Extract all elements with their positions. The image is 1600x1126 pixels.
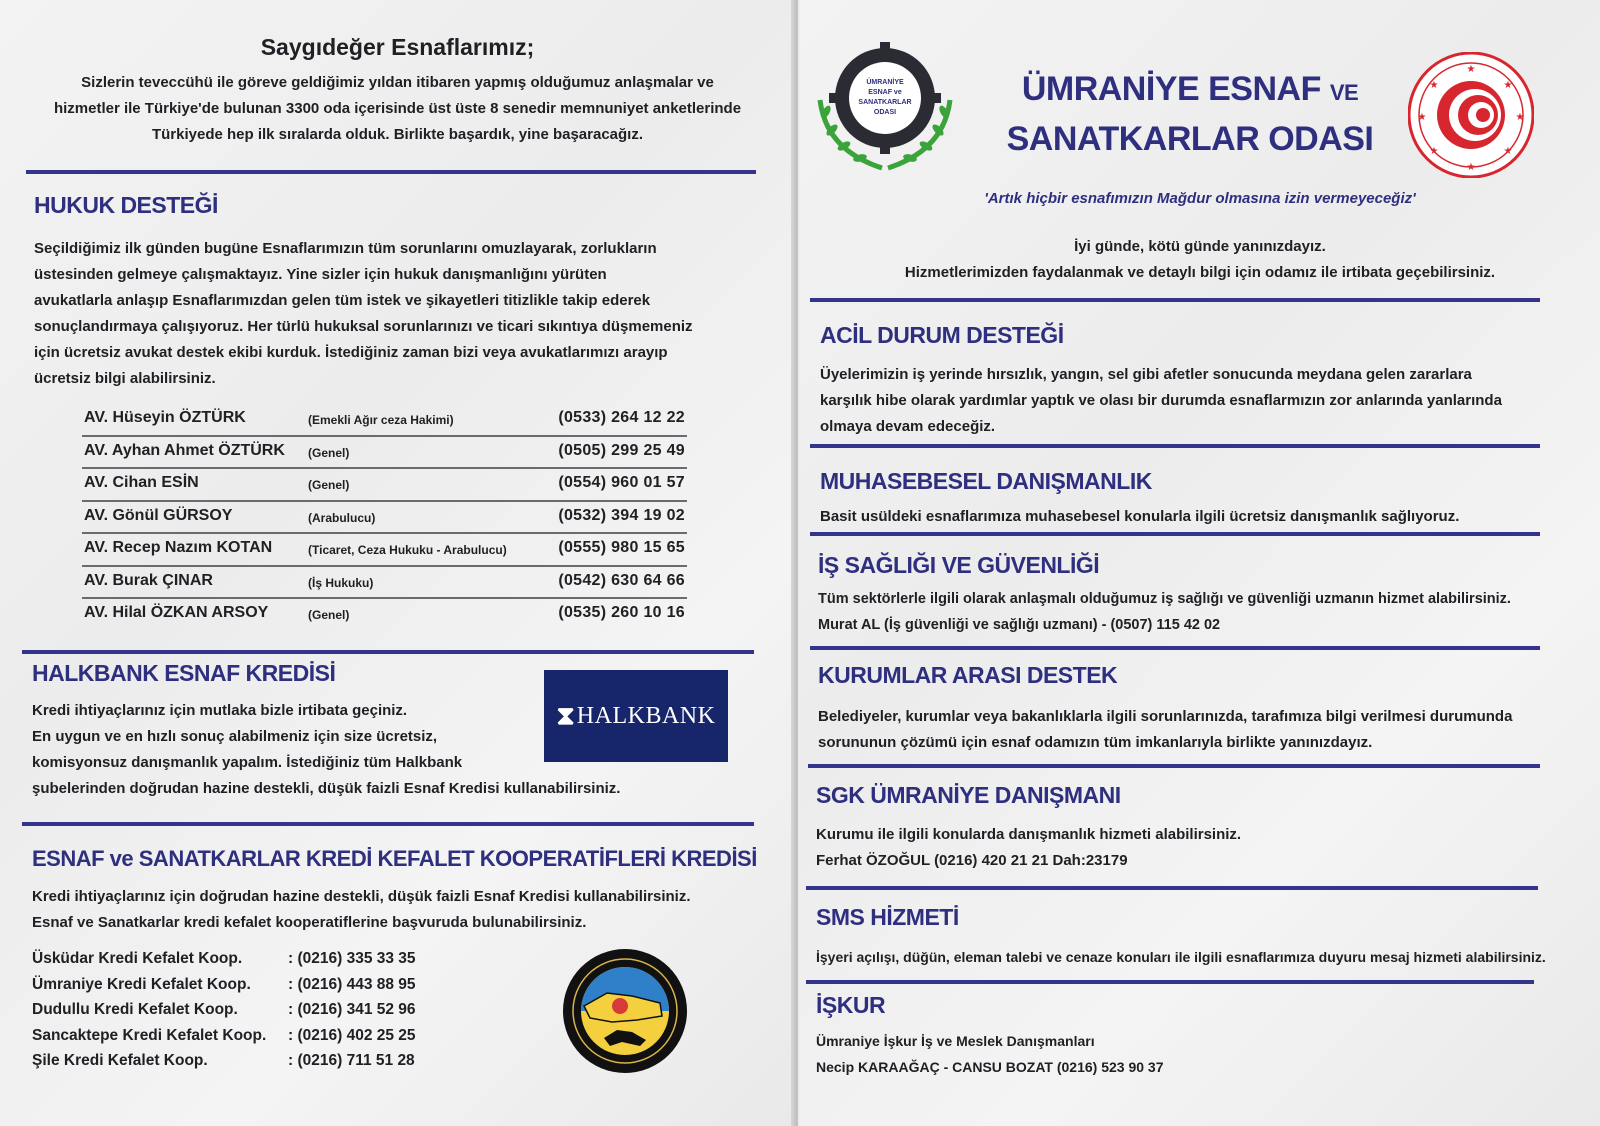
- divider: [808, 764, 1540, 768]
- svg-text:★: ★: [1503, 80, 1513, 91]
- halkbank-line: En uygun ve en hızlı sonuç alabilmeniz için size ücretsiz,: [32, 728, 438, 745]
- legal-line: üstesinden gelmeye çalışmaktayız. Yine sizler için hukuk danışmanlığını yürüten: [34, 266, 607, 283]
- lawyer-phone: (0532) 394 19 02: [558, 506, 685, 524]
- greeting-title: Saygıdeğer Esnaflarımız;: [260, 34, 535, 60]
- lawyer-name: AV. Recep Nazım KOTAN: [84, 539, 273, 556]
- ministry-crescent-seal-icon: [1408, 52, 1534, 178]
- coop-phone: : (0216) 402 25 25: [288, 1026, 416, 1044]
- lawyer-role: (Arabulucu): [308, 510, 376, 525]
- divider: [26, 170, 756, 174]
- chamber-title: [1000, 66, 1380, 162]
- coop-name: Şile Kredi Kefalet Koop.: [32, 1052, 208, 1069]
- sgk-title: SGK ÜMRANİYE DANIŞMANI: [816, 782, 1121, 808]
- coop-line: Kredi ihtiyaçlarınız için doğrudan hazine destekli, düşük faizli Esnaf Kredisi kullanabilirsiniz.: [32, 888, 691, 905]
- iskur-text: [816, 1028, 1532, 1080]
- left-page: [0, 0, 795, 1126]
- lawyer-role: (İş Hukuku): [308, 575, 374, 590]
- svg-text:★: ★: [1417, 112, 1427, 123]
- emergency-line: Üyelerimizin iş yerinde hırsızlık, yangın, sel gibi afetler sonucunda meydana gelen zararlara: [820, 366, 1472, 383]
- coop-text: [32, 884, 752, 936]
- iskur-title: İŞKUR: [816, 992, 886, 1018]
- halkbank-mark-icon: ⧗: [556, 700, 572, 730]
- greeting-line: Sizlerin teveccühü ile göreve geldiğimiz yıldan itibaren yapmış olduğumuz anlaşmalar ve: [81, 74, 714, 91]
- coop-row: [32, 1052, 452, 1078]
- coop-phone: : (0216) 341 52 96: [288, 1001, 416, 1018]
- svg-text:★: ★: [1429, 146, 1439, 157]
- divider: [810, 532, 1540, 536]
- legal-line: Seçildiğimiz ilk günden bugüne Esnaflarımızın tüm sorunlarını omuzlayarak, zorlukların: [34, 240, 657, 257]
- divider: [806, 980, 1534, 984]
- sgk-line: Kurumu ile ilgili konularda danışmanlık hizmeti alabilirsiniz.: [816, 826, 1242, 843]
- divider: [810, 298, 1540, 302]
- coop-list: [32, 950, 452, 1078]
- coop-title: ESNAF ve SANATKARLAR KREDİ KEFALET KOOPERATİFLERİ KREDİSİ: [32, 846, 757, 871]
- greeting-line: Türkiyede hep ilk sıralarda olduk. Birlikte başardık, yine başaracağız.: [151, 126, 644, 143]
- lawyer-phone: (0542) 630 64 66: [558, 571, 685, 589]
- accounting-title: MUHASEBESEL DANIŞMANLIK: [820, 468, 1152, 494]
- coop-row: [32, 976, 452, 1002]
- legal-line: sonuçlandırmaya çalışıyoruz. Her türlü hukuksal sorunlarınızı ve ticari sıkıntıya düşmemeniz: [34, 318, 693, 335]
- greeting-text: [0, 70, 795, 148]
- lawyer-row: [82, 469, 687, 502]
- divider: [22, 822, 754, 826]
- halkbank-title: HALKBANK ESNAF KREDİSİ: [32, 660, 336, 686]
- emergency-line: olmaya devam edeceğiz.: [820, 418, 996, 435]
- chamber-title-line1: [1000, 66, 1380, 116]
- svg-text:★: ★: [1515, 112, 1525, 123]
- sms-text: [816, 944, 1546, 970]
- coop-phone: : (0216) 443 88 95: [288, 975, 416, 993]
- lawyer-name: AV. Hüseyin ÖZTÜRK: [84, 409, 246, 426]
- org-logo-text: SANATKARLAR: [858, 99, 912, 106]
- lawyer-name: AV. Hilal ÖZKAN ARSOY: [84, 604, 269, 621]
- iskur-line: Necip KARAAĞAÇ - CANSU BOZAT (0216) 523 90 37: [816, 1059, 1164, 1075]
- halkbank-logo: [544, 670, 728, 762]
- coop-row: [32, 1001, 452, 1027]
- safety-line: Murat AL (İş güvenliği ve sağlığı uzmanı) - (0507) 115 42 02: [818, 617, 1221, 633]
- lawyer-row: [82, 599, 687, 632]
- lawyer-row: [82, 404, 687, 437]
- safety-text: [818, 586, 1534, 638]
- svg-text:★: ★: [1466, 162, 1476, 173]
- accounting-text: [820, 504, 1530, 530]
- cooperative-handshake-seal-icon: [562, 948, 688, 1074]
- lawyer-role: (Ticaret, Ceza Hukuku - Arabulucu): [308, 543, 507, 557]
- lawyer-role: (Genel): [308, 445, 350, 460]
- divider: [22, 650, 754, 654]
- institutions-text: [818, 704, 1534, 756]
- chamber-title-text: ÜMRANİYE ESNAF: [1021, 70, 1321, 108]
- lawyer-row: [82, 502, 687, 535]
- lawyer-name: AV. Cihan ESİN: [84, 474, 199, 491]
- org-logo-text: ODASI: [873, 109, 897, 116]
- coop-name: Üsküdar Kredi Kefalet Koop.: [32, 950, 243, 967]
- legal-line: için ücretsiz avukat destek ekibi kurduk. İstediğiniz zaman bizi veya avukatlarımızı arayıp: [34, 344, 668, 361]
- lawyer-row: [82, 567, 687, 600]
- lawyer-row: [82, 534, 687, 567]
- lawyer-phone: (0505) 299 25 49: [558, 441, 685, 459]
- lawyer-row: [82, 437, 687, 470]
- chamber-title-line2: SANATKARLAR ODASI: [1006, 120, 1374, 158]
- emergency-text: [820, 362, 1530, 440]
- safety-title: İŞ SAĞLIĞI VE GÜVENLİĞİ: [818, 552, 1100, 578]
- legal-line: ücretsiz bilgi alabilirsiniz.: [34, 370, 216, 387]
- halkbank-line: Kredi ihtiyaçlarınız için mutlaka bizle irtibata geçiniz.: [32, 702, 408, 719]
- institutions-title: KURUMLAR ARASI DESTEK: [818, 662, 1118, 688]
- emergency-title: ACİL DURUM DESTEĞİ: [820, 322, 1064, 348]
- sms-title: SMS HİZMETİ: [816, 904, 959, 930]
- org-logo-text: ÜMRANİYE: [866, 79, 904, 86]
- sgk-line: Ferhat ÖZOĞUL (0216) 420 21 21 Dah:23179: [816, 852, 1128, 869]
- lawyer-phone: (0555) 980 15 65: [558, 539, 685, 556]
- lawyer-phone: (0535) 260 10 16: [558, 604, 685, 621]
- halkbank-logo-text: HALKBANK: [576, 702, 716, 729]
- accounting-line: Basit usüldeki esnaflarımıza muhasebesel konularla ilgili ücretsiz danışmanlık sağlıyoruz.: [820, 508, 1460, 525]
- divider: [810, 646, 1540, 650]
- coop-name: Dudullu Kredi Kefalet Koop.: [32, 1001, 238, 1018]
- svg-text:★: ★: [1429, 80, 1439, 91]
- intro-line: İyi günde, kötü günde yanınızdayız.: [1074, 238, 1326, 255]
- chamber-gear-laurel-icon: [812, 40, 958, 174]
- divider: [806, 886, 1538, 890]
- divider: [810, 444, 1540, 448]
- legal-line: avukatlarla anlaşıp Esnaflarımızdan gelen tüm istek ve şikayetleri titizlikle takip ederek: [34, 292, 651, 309]
- lawyer-list: [82, 404, 687, 632]
- lawyer-name: AV. Ayhan Ahmet ÖZTÜRK: [84, 441, 285, 459]
- halkbank-line: şubelerinden doğrudan hazine destekli, düşük faizli Esnaf Kredisi kullanabilirsiniz.: [32, 780, 621, 797]
- coop-phone: : (0216) 711 51 28: [288, 1052, 415, 1069]
- chamber-title-ve: VE: [1329, 80, 1359, 105]
- coop-name: Ümraniye Kredi Kefalet Koop.: [32, 975, 251, 993]
- halkbank-line: komisyonsuz danışmanlık yapalım. İstediğiniz tüm Halkbank: [32, 754, 463, 771]
- coop-name: Sancaktepe Kredi Kefalet Koop.: [32, 1026, 267, 1044]
- coop-line: Esnaf ve Sanatkarlar kredi kefalet kooperatiflerine başvuruda bulunabilirsiniz.: [32, 914, 587, 931]
- institutions-line: sorununun çözümü için esnaf odamızın tüm imkanlarıyla birlikte yanınızdayız.: [818, 734, 1373, 751]
- coop-row: [32, 1027, 452, 1053]
- svg-text:★: ★: [1466, 64, 1476, 75]
- lawyer-phone: (0533) 264 12 22: [558, 409, 685, 426]
- lawyer-role: (Emekli Ağır ceza Hakimi): [308, 413, 454, 427]
- legal-title: HUKUK DESTEĞİ: [34, 192, 218, 218]
- coop-row: [32, 950, 452, 976]
- sgk-text: [816, 822, 1532, 874]
- org-logo-text: ESNAF ve: [868, 89, 902, 96]
- slogan: 'Artık hiçbir esnafımızın Mağdur olmasına izin vermeyeceğiz': [984, 190, 1416, 207]
- sms-line: İşyeri açılışı, düğün, eleman talebi ve cenaze konuları ile ilgili esnaflarımıza duyuru mesaj hizmeti alabilirsiniz.: [816, 949, 1546, 965]
- svg-text:★: ★: [1503, 146, 1513, 157]
- intro-text: [800, 234, 1600, 286]
- institutions-line: Belediyeler, kurumlar veya bakanlıklarla ilgili sorunlarınızda, tarafımıza bilgi verilmesi durumunda: [818, 708, 1513, 725]
- iskur-line: Ümraniye İşkur İş ve Meslek Danışmanları: [816, 1033, 1095, 1049]
- lawyer-role: (Genel): [308, 608, 350, 622]
- legal-text: [34, 236, 746, 392]
- lawyer-phone: (0554) 960 01 57: [558, 474, 685, 491]
- lawyer-name: AV. Gönül GÜRSOY: [84, 506, 233, 524]
- lawyer-name: AV. Burak ÇINAR: [84, 571, 213, 589]
- emergency-line: karşılık hibe olarak yardımlar yaptık ve olası bir durumda esnaflarmızın zor anlarında yanlarında: [820, 392, 1502, 409]
- safety-line: Tüm sektörlerle ilgili olarak anlaşmalı olduğumuz iş sağlığı ve güvenliği uzmanın hizmet alabilirsiniz.: [818, 591, 1511, 607]
- lawyer-role: (Genel): [308, 478, 350, 492]
- intro-line: Hizmetlerimizden faydalanmak ve detaylı bilgi için odamız ile irtibata geçebilirsiniz.: [904, 264, 1496, 281]
- coop-phone: : (0216) 335 33 35: [288, 950, 416, 967]
- greeting-line: hizmetler ile Türkiye'de bulunan 3300 oda içerisinde üst üste 8 senedir memnuniyet anketlerinde: [53, 100, 742, 117]
